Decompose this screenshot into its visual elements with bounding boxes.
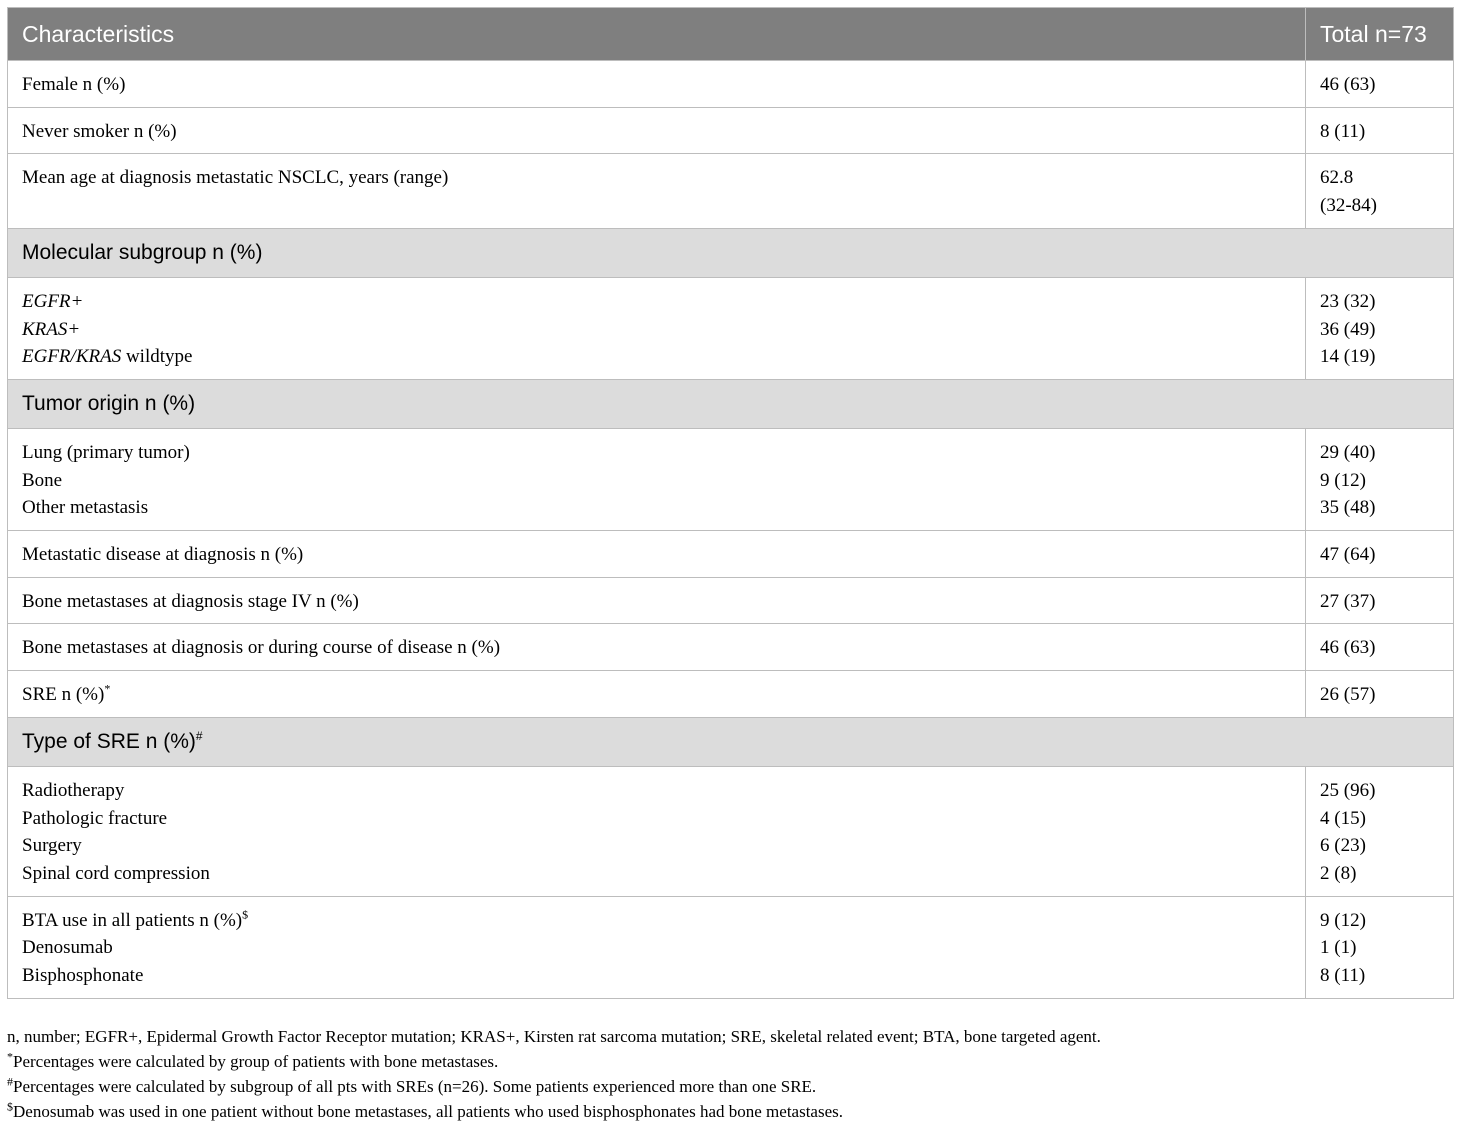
row-value-mean-age <box>1306 154 1454 228</box>
value-pathologic-fracture: 4 (15) <box>1320 807 1366 829</box>
label-egfr: EGFR+ <box>22 290 84 312</box>
row-label-bone-course: Bone metastases at diagnosis or during course of disease n (%) <box>8 624 1306 671</box>
sre-label-text: SRE n (%) <box>22 684 105 706</box>
row-value-metastatic: 47 (64) <box>1306 531 1454 578</box>
section-title-molecular: Molecular subgroup n (%) <box>8 228 1454 277</box>
row-value-never-smoker: 8 (11) <box>1306 107 1454 154</box>
table-row <box>8 531 1454 578</box>
section-row-sre-type <box>8 717 1454 766</box>
mean-age-range: (32-84) <box>1320 195 1377 217</box>
label-radiotherapy: Radiotherapy <box>22 779 125 801</box>
value-kras: 36 (49) <box>1320 318 1376 340</box>
value-bone: 9 (12) <box>1320 469 1366 491</box>
footnote-star-mark: * <box>7 1049 13 1064</box>
table-header-row <box>8 8 1454 61</box>
section-title-tumor-origin: Tumor origin n (%) <box>8 379 1454 428</box>
table-footnotes <box>7 1024 1453 1124</box>
table-row <box>8 577 1454 624</box>
value-spinal-cord: 2 (8) <box>1320 862 1357 884</box>
row-label-sre <box>8 671 1306 718</box>
label-surgery: Surgery <box>22 835 82 857</box>
section-row-molecular <box>8 228 1454 277</box>
value-lung: 29 (40) <box>1320 441 1376 463</box>
value-bisphosphonate: 8 (11) <box>1320 965 1366 987</box>
row-value-bone-course: 46 (63) <box>1306 624 1454 671</box>
sre-type-footnote-mark: # <box>195 728 203 743</box>
header-characteristics: Characteristics <box>8 8 1306 61</box>
footnote-hash-mark: # <box>7 1074 13 1089</box>
footnote-star <box>7 1049 1453 1074</box>
row-label-never-smoker: Never smoker n (%) <box>8 107 1306 154</box>
value-denosumab: 1 (1) <box>1320 937 1357 959</box>
table-row <box>8 766 1454 896</box>
value-wildtype: 14 (19) <box>1320 346 1376 368</box>
label-kras: KRAS+ <box>22 318 81 340</box>
row-values-sre-type <box>1306 766 1454 896</box>
row-label-metastatic: Metastatic disease at diagnosis n (%) <box>8 531 1306 578</box>
label-other-metastasis: Other metastasis <box>22 497 149 519</box>
label-denosumab: Denosumab <box>22 937 113 959</box>
mean-age-value: 62.8 <box>1320 167 1354 189</box>
value-egfr: 23 (32) <box>1320 290 1376 312</box>
table-row <box>8 154 1454 228</box>
footnote-hash-text: Percentages were calculated by subgroup of all pts with SREs (n=26). Some patients experienced more than one SRE. <box>13 1077 817 1096</box>
label-wildtype-rest: wildtype <box>121 346 193 368</box>
row-label-bone-stage4: Bone metastases at diagnosis stage IV n (%) <box>8 577 1306 624</box>
footnote-hash <box>7 1074 1453 1099</box>
row-label-female: Female n (%) <box>8 61 1306 108</box>
row-value-female: 46 (63) <box>1306 61 1454 108</box>
value-other-metastasis: 35 (48) <box>1320 497 1376 519</box>
row-labels-molecular <box>8 277 1306 379</box>
label-bta-all <box>22 907 1291 935</box>
row-value-sre: 26 (57) <box>1306 671 1454 718</box>
row-labels-bta <box>8 896 1306 998</box>
value-surgery: 6 (23) <box>1320 835 1366 857</box>
value-bta-all: 9 (12) <box>1320 909 1366 931</box>
footnote-star-text: Percentages were calculated by group of patients with bone metastases. <box>13 1052 499 1071</box>
row-values-molecular <box>1306 277 1454 379</box>
row-values-bta <box>1306 896 1454 998</box>
label-wildtype <box>22 343 1291 371</box>
table-row <box>8 428 1454 530</box>
table-row <box>8 624 1454 671</box>
label-bisphosphonate: Bisphosphonate <box>22 965 144 987</box>
sre-type-title-text: Type of SRE n (%) <box>22 729 196 753</box>
label-lung: Lung (primary tumor) <box>22 441 190 463</box>
characteristics-table <box>7 7 1454 999</box>
table-row <box>8 107 1454 154</box>
section-row-tumor-origin <box>8 379 1454 428</box>
footnote-dollar-text: Denosumab was used in one patient without bone metastases, all patients who used bisphosphonates had bone metastases. <box>13 1102 844 1121</box>
section-title-sre-type <box>8 717 1454 766</box>
table-row <box>8 896 1454 998</box>
row-labels-sre-type <box>8 766 1306 896</box>
value-radiotherapy: 25 (96) <box>1320 779 1376 801</box>
label-spinal-cord: Spinal cord compression <box>22 862 210 884</box>
label-bone: Bone <box>22 469 63 491</box>
row-labels-tumor <box>8 428 1306 530</box>
table-row <box>8 671 1454 718</box>
characteristics-table-wrapper <box>7 7 1453 999</box>
label-pathologic-fracture: Pathologic fracture <box>22 807 168 829</box>
sre-footnote-mark: * <box>104 681 111 696</box>
label-wildtype-genes: EGFR/KRAS <box>22 346 122 368</box>
row-value-bone-stage4: 27 (37) <box>1306 577 1454 624</box>
header-total: Total n=73 <box>1306 8 1454 61</box>
footnote-dollar-mark: $ <box>7 1099 13 1114</box>
footnote-abbreviations: n, number; EGFR+, Epidermal Growth Factor Receptor mutation; KRAS+, Kirsten rat sarcoma mutation; SRE, skeletal related event; BTA, bone targeted agent. <box>7 1027 1101 1046</box>
row-label-mean-age: Mean age at diagnosis metastatic NSCLC, years (range) <box>8 154 1306 228</box>
table-row <box>8 61 1454 108</box>
footnote-dollar <box>7 1099 1453 1124</box>
bta-all-text: BTA use in all patients n (%) <box>22 909 243 931</box>
table-row <box>8 277 1454 379</box>
bta-footnote-mark: $ <box>242 907 249 922</box>
row-values-tumor <box>1306 428 1454 530</box>
